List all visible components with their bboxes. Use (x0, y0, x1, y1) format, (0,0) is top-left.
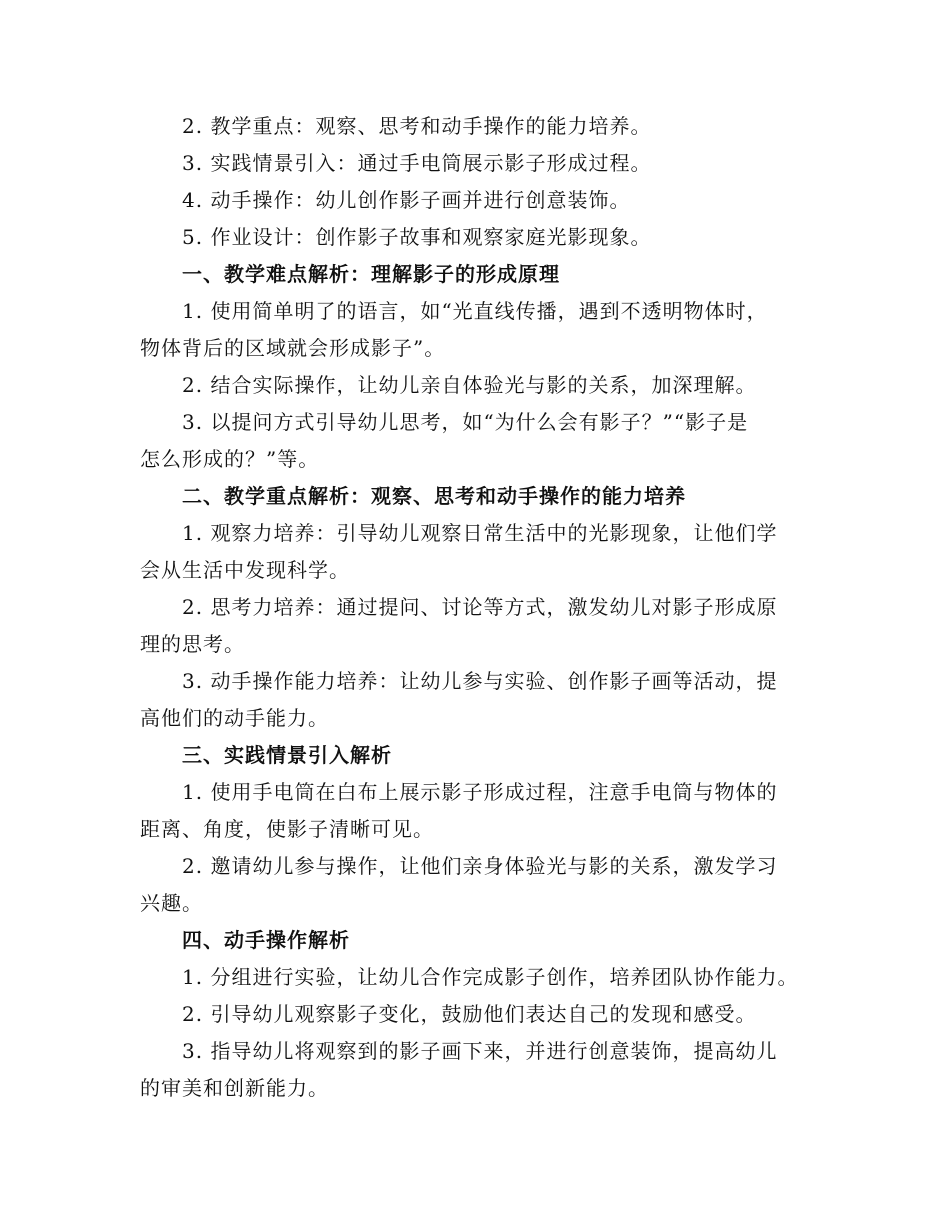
paragraph-line: 3. 动手操作能力培养：让幼儿参与实验、创作影子画等活动，提 (182, 669, 778, 693)
section-heading: 一、教学难点解析：理解影子的形成原理 (182, 262, 560, 286)
paragraph-line: 兴趣。 (140, 891, 203, 915)
paragraph-line: 2. 思考力培养：通过提问、讨论等方式，激发幼儿对影子形成原 (182, 595, 778, 619)
paragraph-line: 的审美和创新能力。 (140, 1076, 329, 1100)
paragraph-line: 物体背后的区域就会形成影子”。 (140, 336, 446, 360)
paragraph-line: 1. 分组进行实验，让幼儿合作完成影子创作，培养团队协作能力。 (182, 965, 799, 989)
paragraph-line: 1. 使用手电筒在白布上展示影子形成过程，注意手电筒与物体的 (182, 780, 778, 804)
paragraph-line: 高他们的动手能力。 (140, 706, 329, 730)
section-heading: 三、实践情景引入解析 (182, 743, 392, 767)
paragraph-line: 会从生活中发现科学。 (140, 558, 350, 582)
list-item: 5. 作业设计：创作影子故事和观察家庭光影现象。 (182, 225, 652, 249)
paragraph-line: 1. 使用简单明了的语言，如“光直线传播，遇到不透明物体时， (182, 299, 768, 323)
paragraph-line: 3. 指导幼儿将观察到的影子画下来，并进行创意装饰，提高幼儿 (182, 1039, 778, 1063)
section-heading: 四、动手操作解析 (182, 928, 350, 952)
paragraph-line: 理的思考。 (140, 632, 245, 656)
list-item: 3. 实践情景引入：通过手电筒展示影子形成过程。 (182, 151, 652, 175)
paragraph-line: 怎么形成的？”等。 (140, 447, 320, 471)
list-item: 2. 教学重点：观察、思考和动手操作的能力培养。 (182, 114, 652, 138)
list-item: 4. 动手操作：幼儿创作影子画并进行创意装饰。 (182, 188, 631, 212)
paragraph-line: 1. 观察力培养：引导幼儿观察日常生活中的光影现象，让他们学 (182, 521, 778, 545)
paragraph-line: 3. 以提问方式引导幼儿思考，如“为什么会有影子？”“影子是 (182, 410, 749, 434)
section-heading: 二、教学重点解析：观察、思考和动手操作的能力培养 (182, 484, 686, 508)
paragraph-line: 2. 邀请幼儿参与操作，让他们亲身体验光与影的关系，激发学习 (182, 854, 778, 878)
paragraph-line: 距离、角度，使影子清晰可见。 (140, 817, 434, 841)
paragraph-line: 2. 引导幼儿观察影子变化，鼓励他们表达自己的发现和感受。 (182, 1002, 757, 1026)
paragraph-line: 2. 结合实际操作，让幼儿亲自体验光与影的关系，加深理解。 (182, 373, 757, 397)
